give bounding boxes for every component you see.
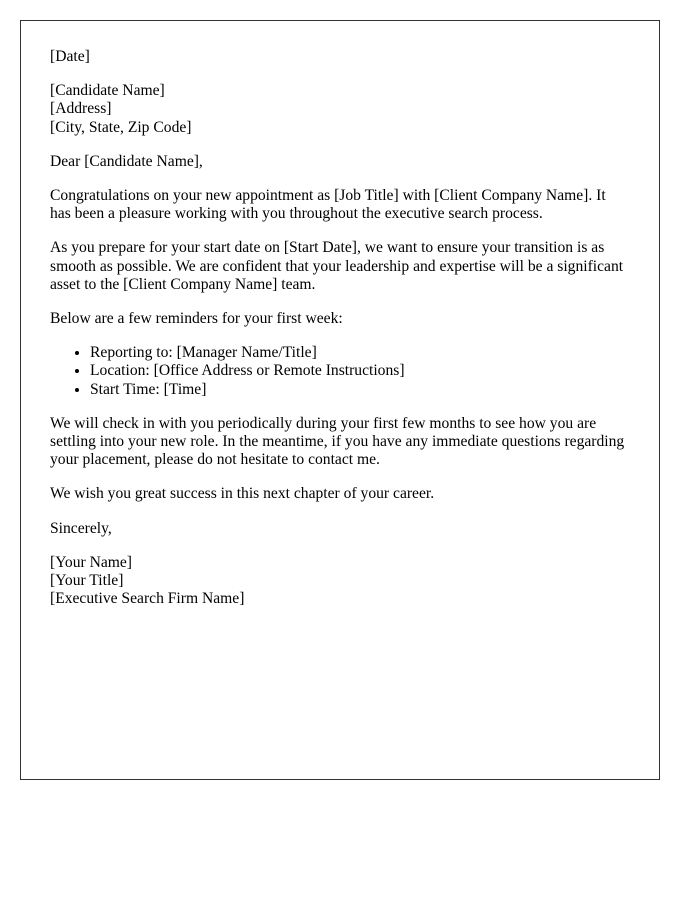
letter-frame bbox=[20, 20, 660, 780]
signature-title: [Your Title] bbox=[50, 572, 124, 590]
paragraph-transition: As you prepare for your start date on [Start Date], we want to ensure your transition is as smooth as possible. We are confident that your leadership and expertise will be a significant asset to the [Client Company Name] team. bbox=[50, 239, 624, 293]
list-item-reporting: • Reporting to: [Manager Name/Title] bbox=[90, 344, 630, 362]
signature-block bbox=[50, 554, 630, 609]
letter-body bbox=[50, 48, 630, 624]
list-item-location: • Location: [Office Address or Remote Instructions] bbox=[90, 362, 630, 380]
signature-name: [Your Name] bbox=[50, 553, 133, 571]
closing: Sincerely, bbox=[50, 519, 112, 537]
paragraph-well-wishes: We wish you great success in this next chapter of your career. bbox=[50, 485, 435, 503]
signature-firm: [Executive Search Firm Name] bbox=[50, 590, 245, 608]
paragraph-reminders-intro: Below are a few reminders for your first week: bbox=[50, 310, 343, 328]
date-block bbox=[50, 48, 630, 66]
recipient-address-block bbox=[50, 82, 630, 137]
reminders-list bbox=[50, 344, 630, 399]
letter-date: [Date] bbox=[50, 48, 90, 65]
recipient-city-state-zip: [City, State, Zip Code] bbox=[50, 118, 192, 136]
list-item-start-time: • Start Time: [Time] bbox=[90, 381, 630, 399]
salutation: Dear [Candidate Name], bbox=[50, 152, 203, 170]
recipient-name: [Candidate Name] bbox=[50, 82, 165, 100]
paragraph-check-in: We will check in with you periodically during your first few months to see how you are settling into your new role. In the meantime, if you have any immediate questions regarding your placement, please do not hesitate to contact me. bbox=[50, 414, 625, 469]
recipient-address: [Address] bbox=[50, 100, 112, 118]
paragraph-congratulations: Congratulations on your new appointment as [Job Title] with [Client Company Name]. It has been a pleasure working with you throughout the executive search process. bbox=[50, 187, 606, 223]
